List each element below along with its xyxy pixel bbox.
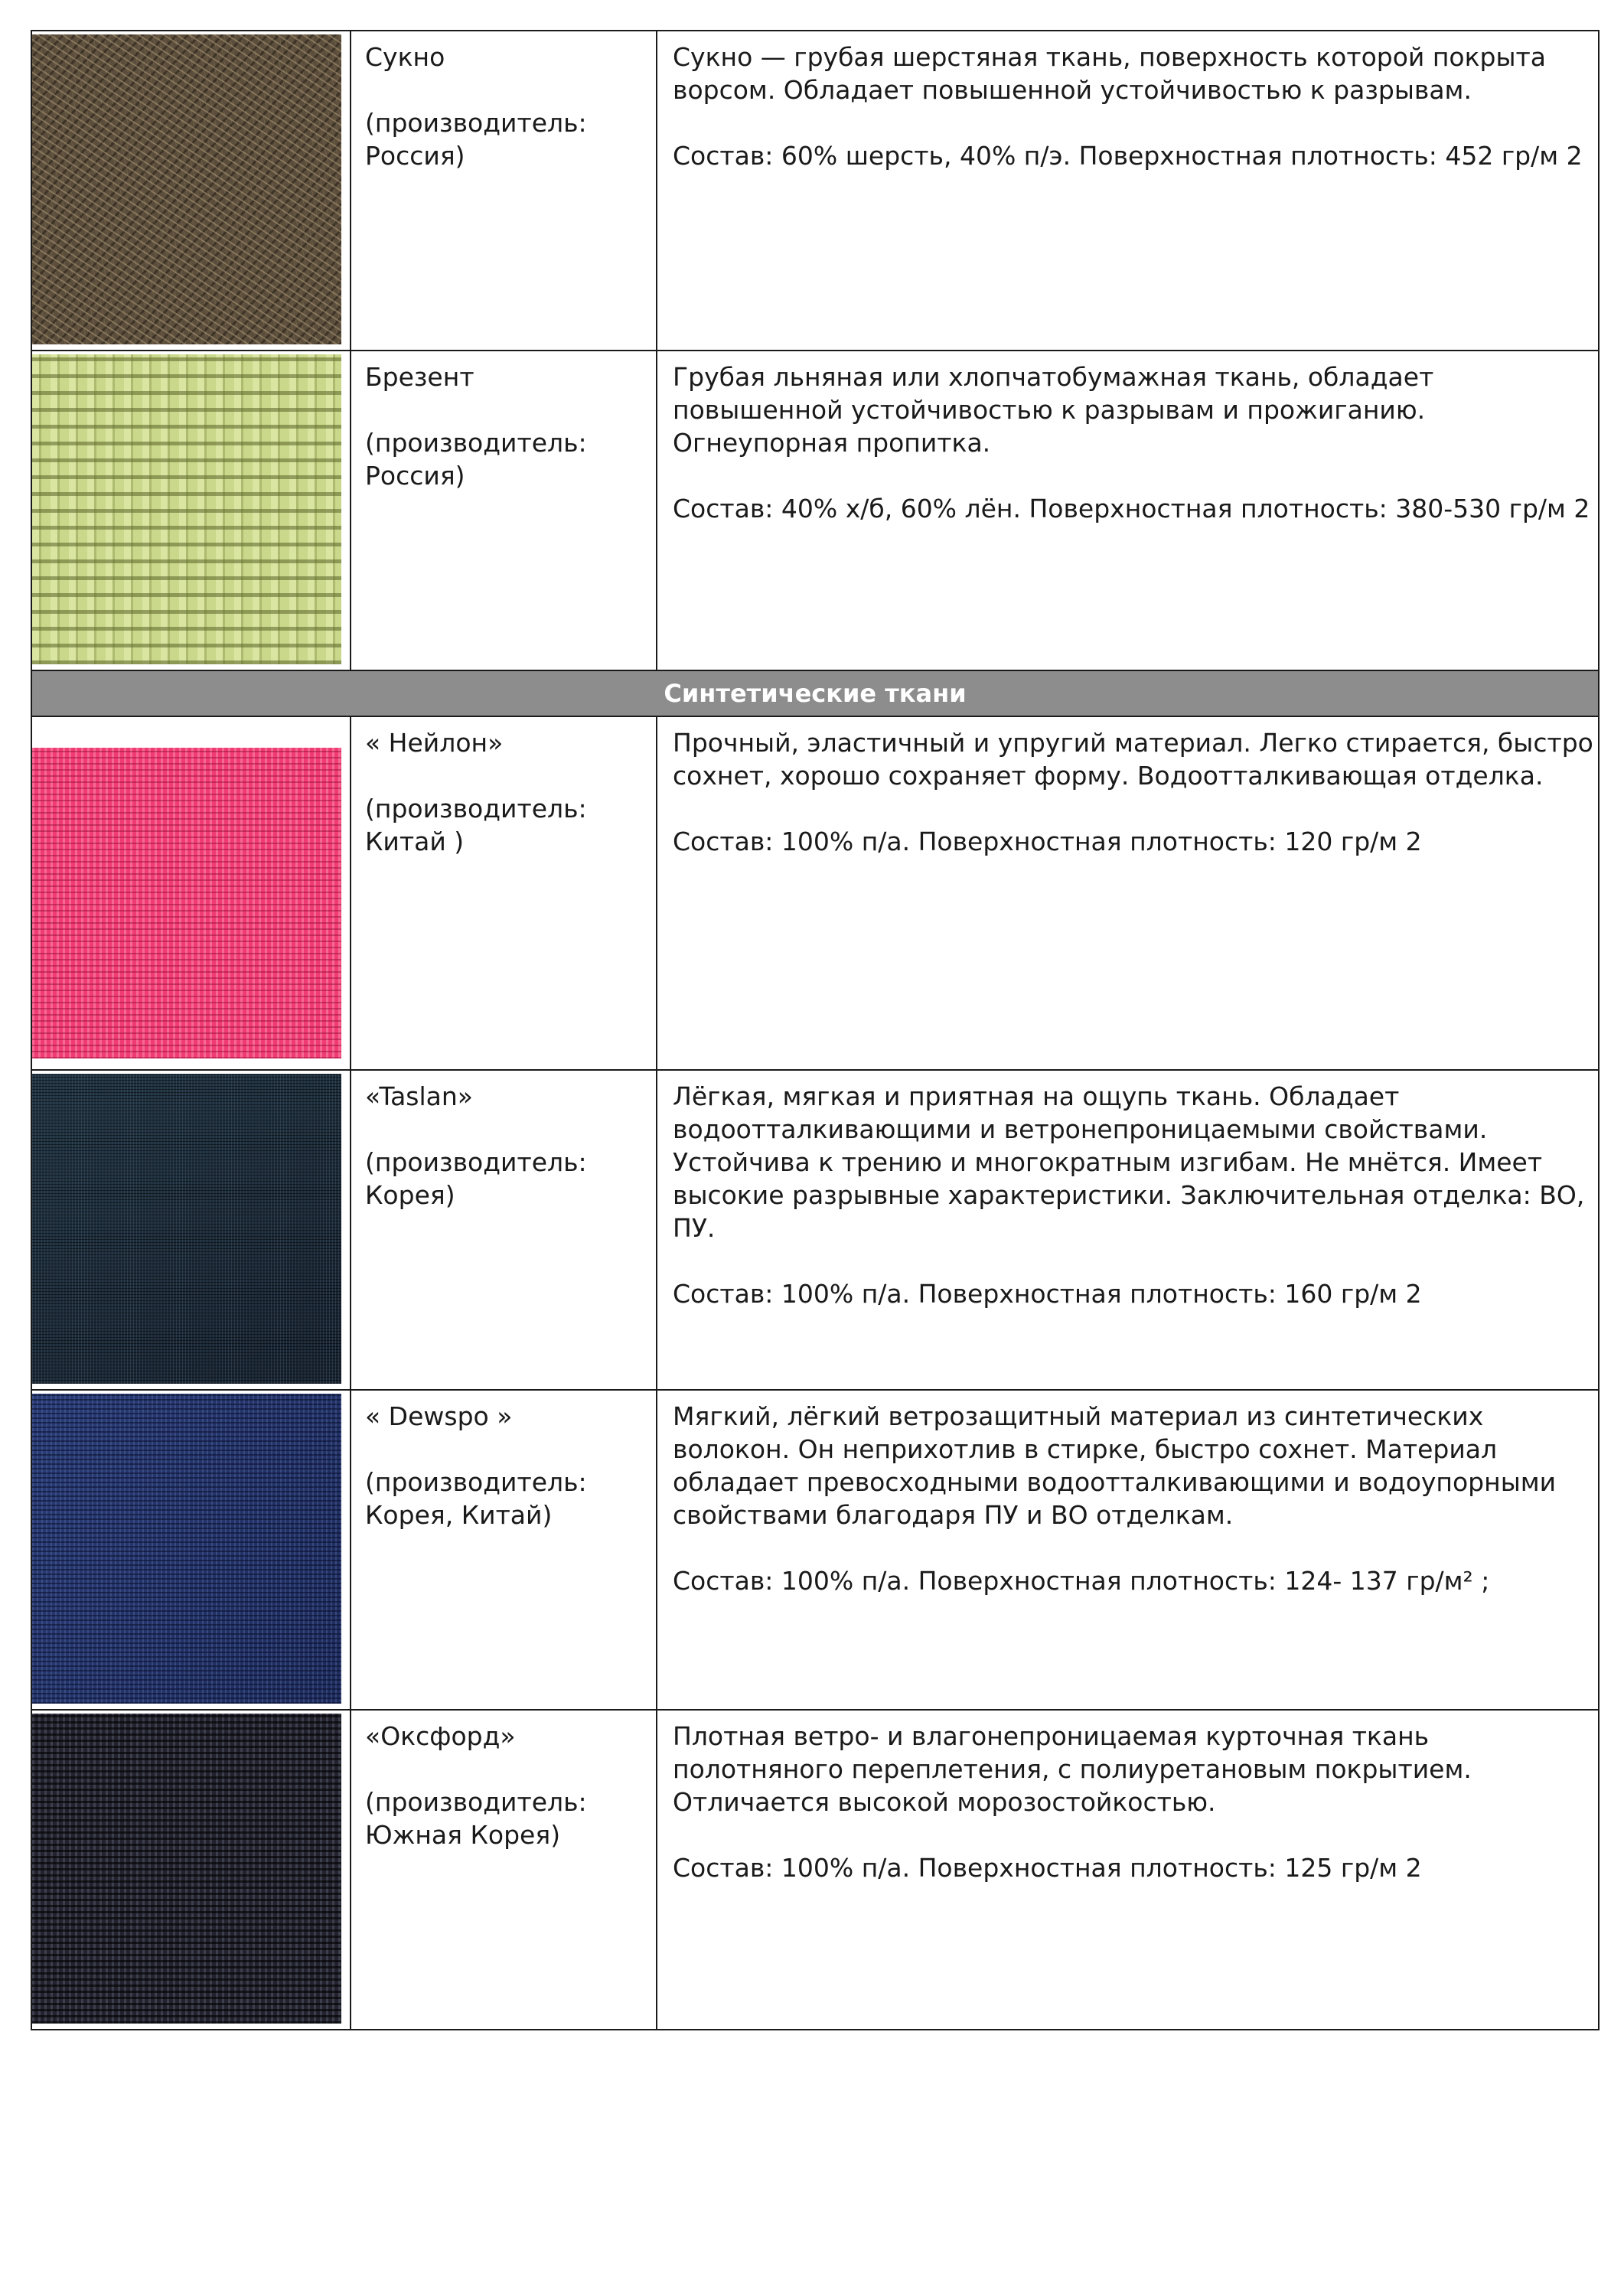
fabric-name: « Dewspo » [365, 1401, 513, 1431]
maker-country: Корея) [365, 1180, 455, 1210]
dewspo-swatch-image [32, 1394, 341, 1704]
maker-country: Корея, Китай) [365, 1500, 553, 1530]
section-title: Синтетические ткани [31, 670, 1599, 716]
fabric-name-cell [351, 716, 657, 1070]
maker-label: (производитель: [365, 794, 587, 823]
fabric-row-dewspo [31, 1390, 1599, 1710]
fabric-table [31, 30, 1600, 2030]
swatch-cell [31, 351, 351, 670]
fabric-description-cell [657, 31, 1599, 351]
swatch-cell [31, 716, 351, 1070]
fabric-composition: Состав: 100% п/а. Поверхностная плотность: 120 гр/м 2 [673, 827, 1422, 856]
section-header-row [31, 670, 1599, 716]
canvas-swatch-image [32, 354, 341, 664]
fabric-description: Лёгкая, мягкая и приятная на ощупь ткань. Обладает водоотталкивающими и ветронепроницаемыми свойствами. Устойчива к трению и многократным изгибам. Не мнётся. Имеет высокие разрывные характеристики. Заключительная отделка: ВО, ПУ. [673, 1081, 1585, 1243]
fabric-name-cell [351, 1070, 657, 1390]
fabric-row-taslan [31, 1070, 1599, 1390]
fabric-name: « Нейлон» [365, 728, 504, 758]
nylon-swatch-image [32, 748, 341, 1058]
swatch-cell [31, 1390, 351, 1710]
fabric-description-cell [657, 716, 1599, 1070]
fabric-description-cell [657, 351, 1599, 670]
fabric-name-cell [351, 31, 657, 351]
maker-label: (производитель: [365, 428, 587, 458]
maker-country: Южная Корея) [365, 1820, 561, 1850]
maker-country: Россия) [365, 141, 465, 171]
maker-country: Китай ) [365, 827, 465, 856]
fabric-description: Мягкий, лёгкий ветрозащитный материал из синтетических волокон. Он неприхотлив в стирке, быстро сохнет. Материал обладает превосходными водоотталкивающими и водоупорными свойствами благодаря ПУ и ВО отделкам. [673, 1401, 1557, 1530]
fabric-composition: Состав: 60% шерсть, 40% п/э. Поверхностная плотность: 452 гр/м 2 [673, 141, 1583, 171]
fabric-description: Сукно — грубая шерстяная ткань, поверхность которой покрыта ворсом. Обладает повышенной устойчивостью к разрывам. [673, 42, 1546, 105]
fabric-composition: Состав: 100% п/а. Поверхностная плотность: 125 гр/м 2 [673, 1853, 1422, 1883]
fabric-composition: Состав: 100% п/а. Поверхностная плотность: 124- 137 гр/м² ; [673, 1566, 1490, 1596]
swatch-cell [31, 1710, 351, 2030]
swatch-cell [31, 1070, 351, 1390]
fabric-name: Брезент [365, 362, 474, 392]
fabric-description-cell [657, 1390, 1599, 1710]
fabric-description: Прочный, эластичный и упругий материал. Легко стирается, быстро сохнет, хорошо сохраняет форму. Водоотталкивающая отделка. [673, 728, 1593, 791]
swatch-cell [31, 31, 351, 351]
felt-swatch-image [32, 34, 341, 344]
fabric-description: Плотная ветро- и влагонепроницаемая курточная ткань полотняного переплетения, с полиуретановым покрытием. Отличается высокой морозостойкостью. [673, 1721, 1472, 1817]
fabric-description: Грубая льняная или хлопчатобумажная ткань, обладает повышенной устойчивостью к разрывам и прожиганию. Огнеупорная пропитка. [673, 362, 1434, 458]
fabric-row-oxford [31, 1710, 1599, 2030]
fabric-row-sukno [31, 31, 1599, 351]
fabric-name-cell [351, 351, 657, 670]
fabric-description-cell [657, 1070, 1599, 1390]
fabric-catalog-page [31, 30, 1598, 2030]
maker-label: (производитель: [365, 108, 587, 138]
taslan-swatch-image [32, 1074, 341, 1384]
fabric-row-nylon [31, 716, 1599, 1070]
maker-label: (производитель: [365, 1467, 587, 1497]
fabric-name-cell [351, 1390, 657, 1710]
fabric-composition: Состав: 100% п/а. Поверхностная плотность: 160 гр/м 2 [673, 1279, 1422, 1309]
maker-label: (производитель: [365, 1147, 587, 1177]
fabric-row-brezent [31, 351, 1599, 670]
fabric-name: «Оксфорд» [365, 1721, 516, 1751]
maker-label: (производитель: [365, 1787, 587, 1817]
fabric-description-cell [657, 1710, 1599, 2030]
fabric-name: «Taslan» [365, 1081, 473, 1111]
maker-country: Россия) [365, 461, 465, 491]
fabric-name-cell [351, 1710, 657, 2030]
fabric-name: Сукно [365, 42, 445, 72]
fabric-composition: Состав: 40% х/б, 60% лён. Поверхностная плотность: 380-530 гр/м 2 [673, 494, 1590, 523]
oxford-swatch-image [32, 1714, 341, 2024]
